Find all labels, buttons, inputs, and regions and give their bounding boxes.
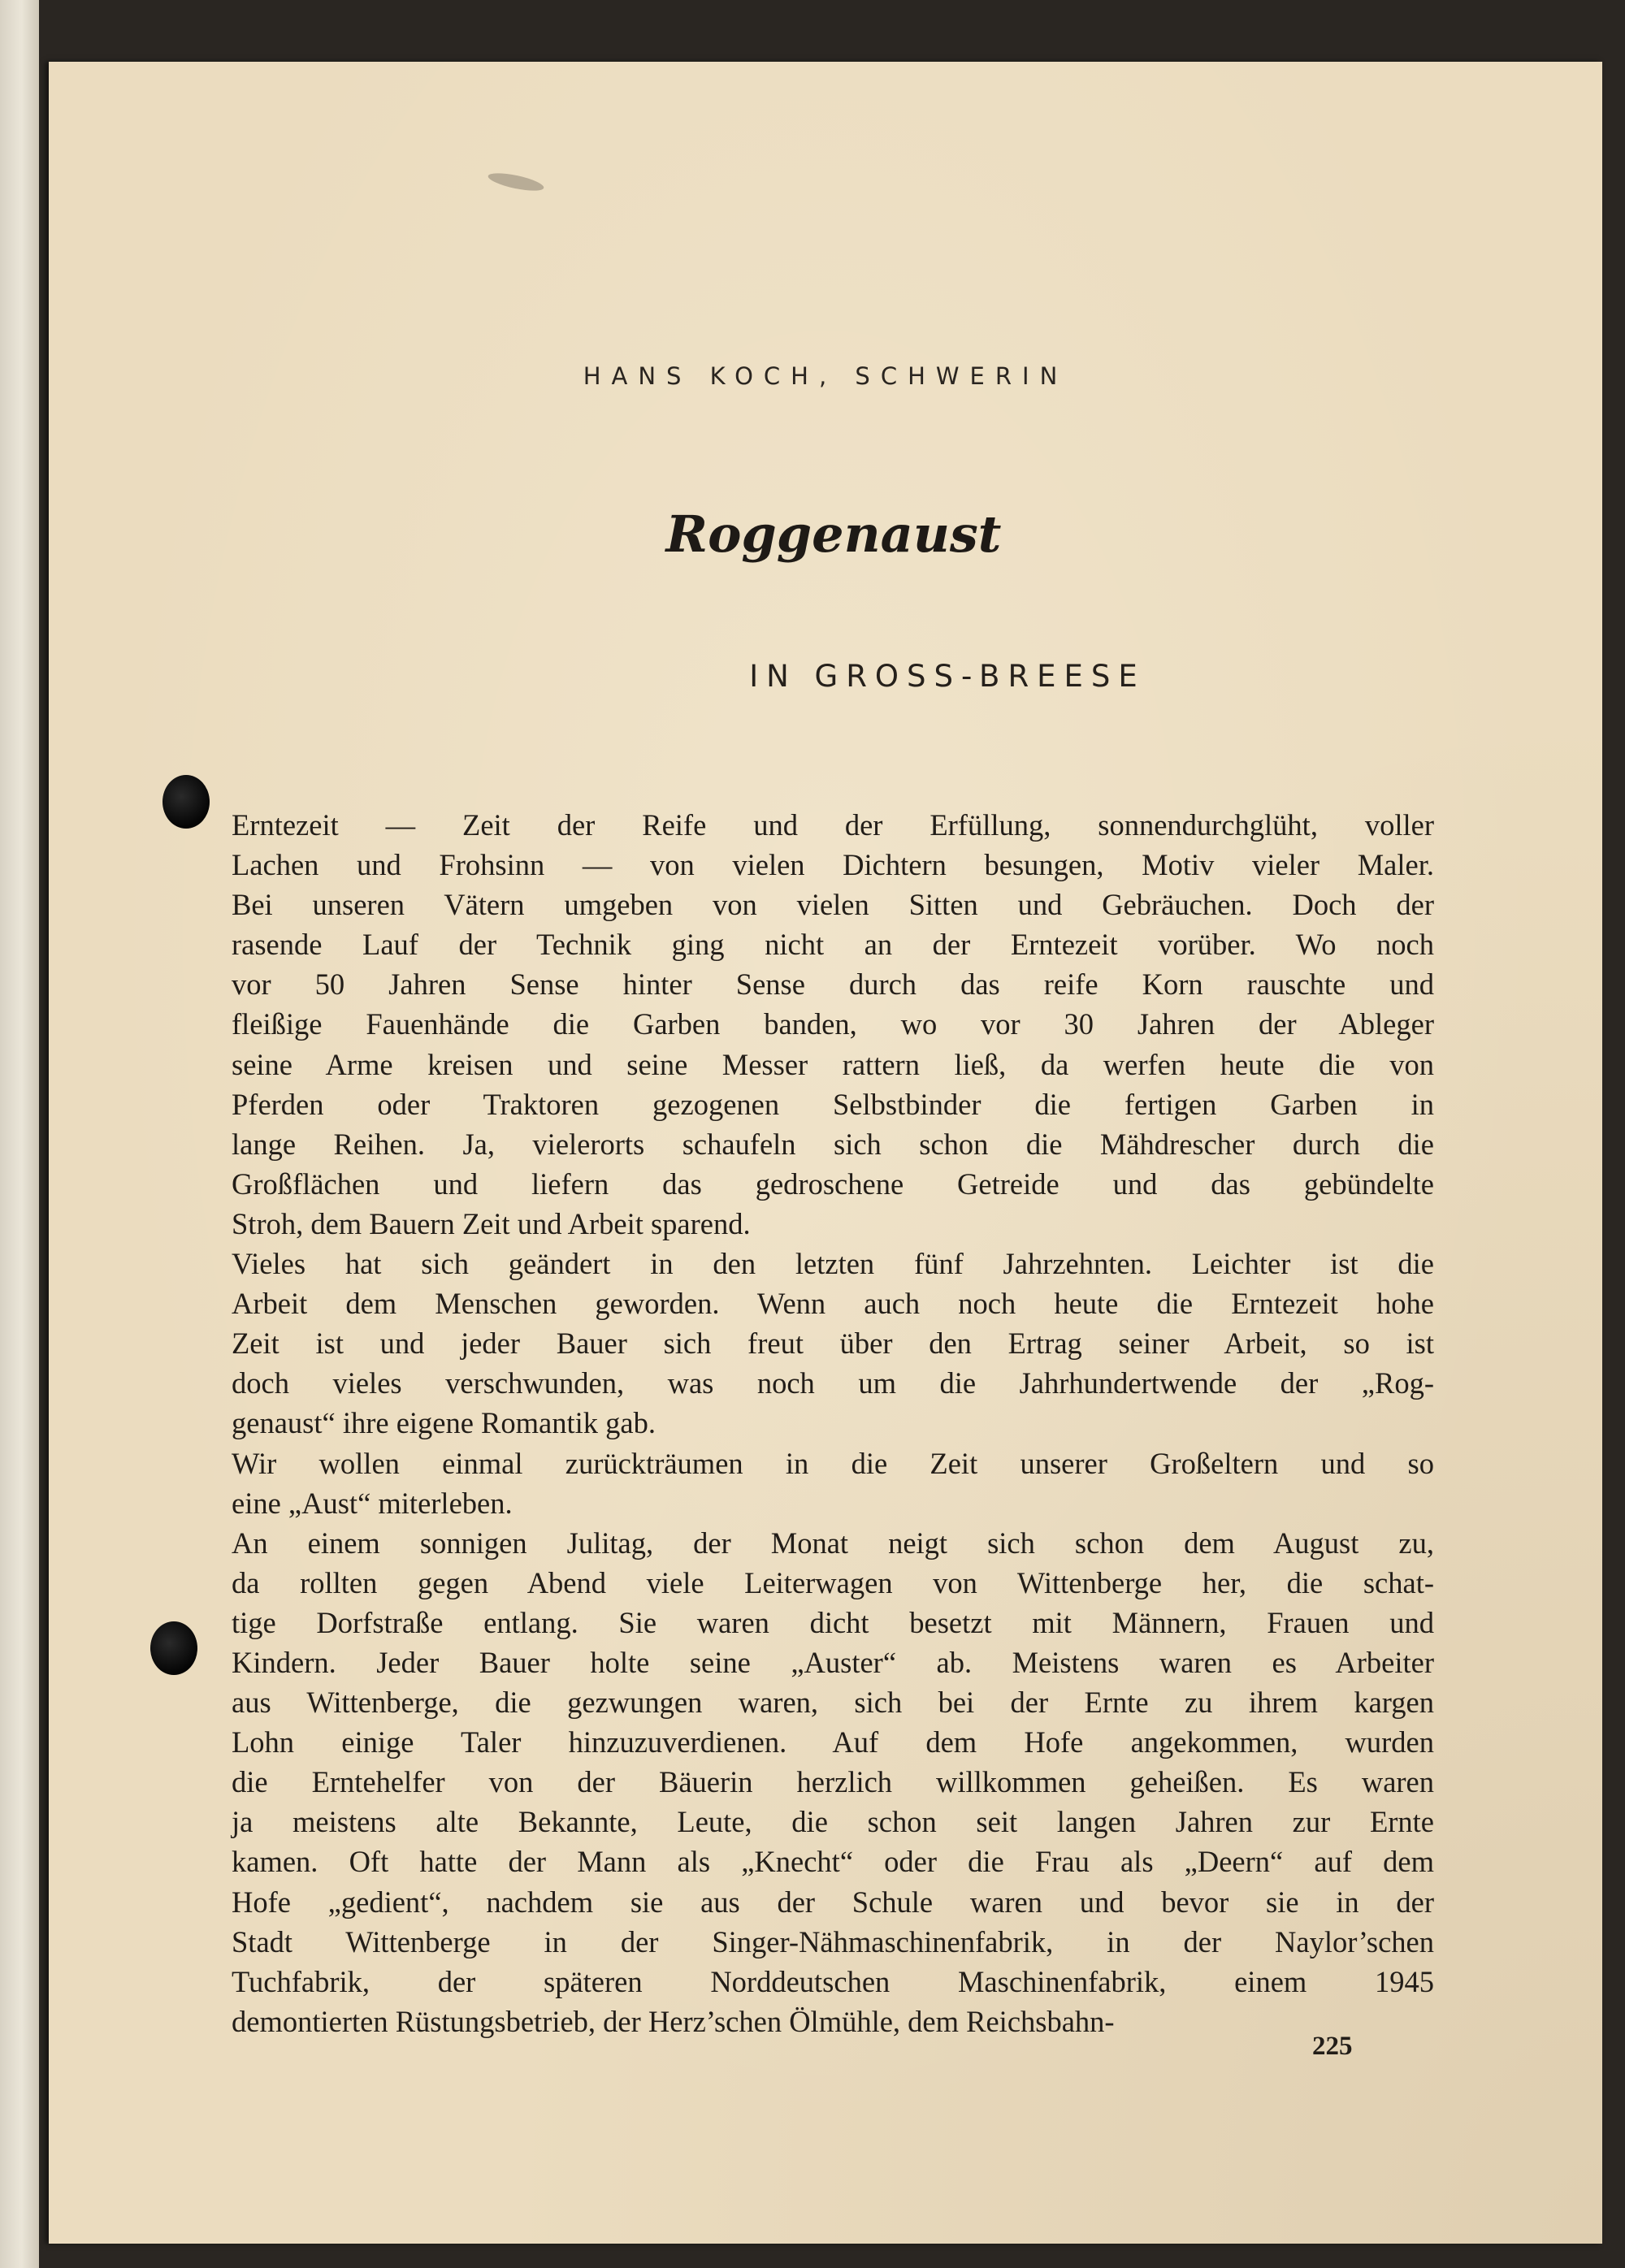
text-line: Lohn einige Taler hinzuzuverdienen. Auf dem Hofe angekommen, wurden (232, 1725, 1434, 1759)
page-number: 225 (1312, 2032, 1353, 2061)
text-line: Wir wollen einmal zurückträumen in die Zeit unserer Großeltern und so (232, 1446, 1434, 1480)
text-line: Hofe „gedient“, nachdem sie aus der Schule waren und bevor sie in der (232, 1885, 1434, 1919)
text-line: lange Reihen. Ja, vielerorts schaufeln sich schon die Mähdrescher durch die (232, 1127, 1434, 1161)
text-line: Tuchfabrik, der späteren Norddeutschen Maschinenfabrik, einem 1945 (232, 1964, 1434, 1998)
author-line: HANS KOCH, SCHWERIN (583, 362, 1068, 390)
text-line: Erntezeit — Zeit der Reife und der Erfüllung, sonnendurchglüht, voller (232, 808, 1434, 842)
text-line: Stadt Wittenberge in der Singer-Nähmaschinenfabrik, in der Naylor’schen (232, 1924, 1434, 1959)
text-line: da rollten gegen Abend viele Leiterwagen von Wittenberge her, die schat- (232, 1565, 1434, 1599)
punch-hole-bottom (150, 1621, 197, 1675)
article-subtitle: IN GROSS-BREESE (749, 659, 1146, 694)
text-line: kamen. Oft hatte der Mann als „Knecht“ oder die Frau als „Deern“ auf dem (232, 1845, 1434, 1879)
text-line: Kindern. Jeder Bauer holte seine „Auster“ ab. Meistens waren es Arbeiter (232, 1645, 1434, 1679)
text-line: vor 50 Jahren Sense hinter Sense durch das reife Korn rauschte und (232, 967, 1434, 1002)
text-line: seine Arme kreisen und seine Messer rattern ließ, da werfen heute die von (232, 1047, 1434, 1081)
paragraph (232, 1443, 1434, 1523)
text-line: tige Dorfstraße entlang. Sie waren dicht besetzt mit Männern, Frauen und (232, 1605, 1434, 1639)
adjacent-page-edge (0, 0, 39, 2268)
book-page (49, 62, 1602, 2244)
text-line: An einem sonnigen Julitag, der Monat neigt sich schon dem August zu, (232, 1526, 1434, 1560)
paper-smudge (487, 170, 545, 194)
text-line: die Erntehelfer von der Bäuerin herzlich willkommen geheißen. Es waren (232, 1765, 1434, 1799)
text-line: Bei unseren Vätern umgeben von vielen Sitten und Gebräuchen. Doch der (232, 888, 1434, 922)
text-line: Großflächen und liefern das gedroschene Getreide und das gebündelte (232, 1166, 1434, 1201)
paragraph (232, 1523, 1434, 2041)
text-line: Arbeit dem Menschen geworden. Wenn auch noch heute die Erntezeit hohe (232, 1287, 1434, 1321)
article-title: Roggenaust (665, 504, 1002, 564)
paragraph (232, 1244, 1434, 1443)
text-line: doch vieles verschwunden, was noch um die Jahrhundertwende der „Rog- (232, 1366, 1434, 1400)
text-line: demontierten Rüstungsbetrieb, der Herz’schen Ölmühle, dem Reichsbahn- (232, 2004, 1115, 2038)
text-line: genaust“ ihre eigene Romantik gab. (232, 1406, 656, 1440)
article-body (232, 805, 1434, 2041)
text-line: Stroh, dem Bauern Zeit und Arbeit sparend. (232, 1206, 751, 1240)
text-line: eine „Aust“ miterleben. (232, 1486, 513, 1520)
text-line: Lachen und Frohsinn — von vielen Dichtern besungen, Motiv vieler Maler. (232, 848, 1434, 882)
text-line: Vieles hat sich geändert in den letzten fünf Jahrzehnten. Leichter ist die (232, 1247, 1434, 1281)
text-line: aus Wittenberge, die gezwungen waren, sich bei der Ernte zu ihrem kargen (232, 1686, 1434, 1720)
text-line: rasende Lauf der Technik ging nicht an der Erntezeit vorüber. Wo noch (232, 928, 1434, 962)
paragraph (232, 805, 1434, 1244)
text-line: Pferden oder Traktoren gezogenen Selbstbinder die fertigen Garben in (232, 1087, 1434, 1121)
text-line: ja meistens alte Bekannte, Leute, die schon seit langen Jahren zur Ernte (232, 1805, 1434, 1839)
text-line: Zeit ist und jeder Bauer sich freut über den Ertrag seiner Arbeit, so ist (232, 1327, 1434, 1361)
punch-hole-top (162, 775, 210, 829)
text-line: fleißige Fauenhände die Garben banden, wo vor 30 Jahren der Ableger (232, 1007, 1434, 1041)
